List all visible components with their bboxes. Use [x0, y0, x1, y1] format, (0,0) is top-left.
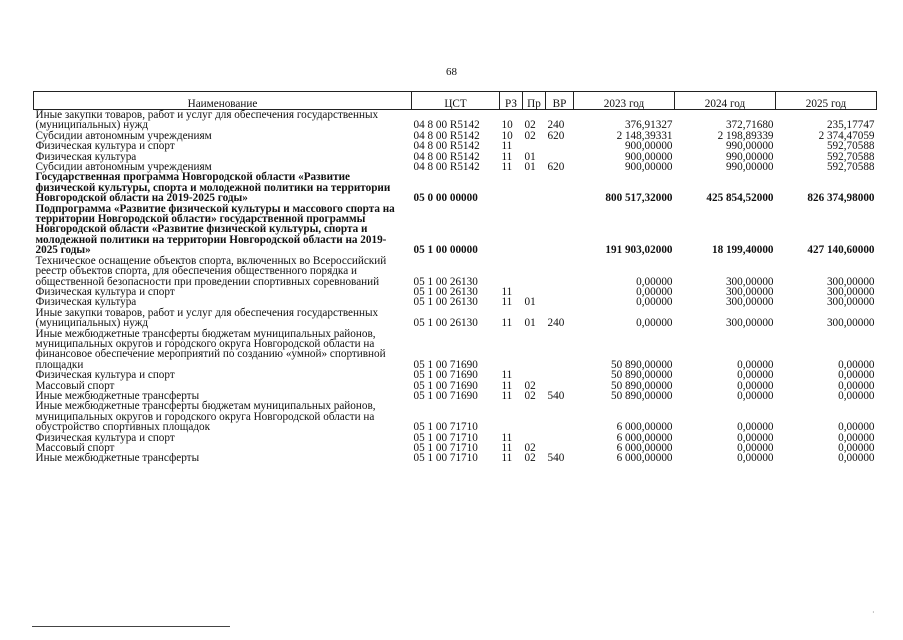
cell-cst: 04 8 00 R5142 — [413, 161, 480, 174]
cell-name: Иные межбюджетные трансферты — [35, 452, 200, 465]
table-row — [34, 172, 877, 203]
header-2023: 2023 год — [574, 92, 675, 110]
cell-rz: 11 — [501, 140, 513, 153]
cell-2025: 0,00000 — [838, 431, 875, 444]
cell-cst: 05 1 00 71690 — [413, 379, 478, 392]
cell-cst: 04 8 00 R5142 — [413, 150, 480, 163]
table-row — [34, 110, 877, 131]
cell-2025: 592,70588 — [826, 140, 875, 153]
cell-pr: 01 — [524, 161, 536, 174]
cell-name: Иные межбюджетные трансферты бюджетам муниципальных районов, муниципальных округов и городского округа Новгородской области на финансовое обеспечение мероприятий по созданию «умной» спортивной площадки — [35, 327, 386, 371]
cell-2023: 0,00000 — [636, 317, 673, 330]
cell-2024: 425 854,52000 — [706, 192, 774, 205]
cell-rz: 11 — [501, 389, 513, 402]
cell-vr — [546, 329, 574, 371]
cell-2025: 300,00000 — [826, 296, 875, 309]
cell-2023: 900,00000 — [624, 150, 673, 163]
cell-2023: 900,00000 — [624, 161, 673, 174]
cell-cst: 04 8 00 R5142 — [413, 129, 480, 142]
cell-pr: 01 — [524, 317, 536, 330]
cell-pr: 02 — [524, 452, 536, 465]
cell-2024: 0,00000 — [737, 442, 774, 454]
cell-name: Физическая культура — [35, 296, 137, 309]
cell-2024: 300,00000 — [725, 317, 774, 330]
cell-name: Физическая культура и спорт — [35, 431, 175, 444]
cell-vr: 620 — [547, 129, 565, 142]
cell-2025: 0,00000 — [838, 442, 875, 454]
table-row — [34, 329, 877, 371]
cell-vr — [546, 172, 574, 203]
cell-2025: 300,00000 — [826, 275, 875, 288]
cell-pr — [523, 204, 546, 256]
cell-2024: 990,00000 — [725, 140, 774, 153]
cell-name: Иные межбюджетные трансферты — [35, 389, 200, 402]
cell-2025: 2 374,47059 — [818, 129, 875, 142]
cell-vr: 620 — [547, 161, 565, 174]
cell-pr: 02 — [524, 442, 536, 454]
cell-cst: 05 1 00 71710 — [413, 452, 478, 465]
cell-rz: 10 — [501, 119, 513, 132]
cell-cst: 05 1 00 71710 — [413, 442, 478, 454]
cell-vr — [546, 433, 574, 443]
header-2024: 2024 год — [675, 92, 776, 110]
table-row — [34, 453, 877, 463]
cell-pr: 02 — [524, 119, 536, 132]
cell-cst: 05 1 00 26130 — [413, 285, 478, 298]
cell-pr: 02 — [524, 379, 536, 392]
cell-vr — [546, 370, 574, 380]
cell-cst: 05 1 00 26130 — [413, 317, 478, 330]
page-number: 68 — [446, 66, 457, 78]
cell-rz: 11 — [501, 285, 513, 298]
table-row — [34, 308, 877, 329]
header-vr: ВР — [546, 92, 574, 110]
table-row — [34, 401, 877, 432]
cell-2023: 376,91327 — [624, 119, 673, 132]
cell-2024: 372,71680 — [725, 119, 774, 132]
cell-name: Физическая культура и спорт — [35, 140, 175, 153]
header-pr: Пр — [523, 92, 546, 110]
cell-cst: 05 1 00 26130 — [413, 296, 478, 309]
cell-2024: 0,00000 — [737, 389, 774, 402]
cell-2024: 300,00000 — [725, 275, 774, 288]
cell-2023: 0,00000 — [636, 275, 673, 288]
cell-name: Физическая культура и спорт — [35, 369, 175, 382]
cell-rz: 11 — [501, 369, 513, 382]
cell-vr — [546, 297, 574, 307]
cell-2025: 300,00000 — [826, 317, 875, 330]
cell-rz: 11 — [501, 296, 513, 309]
cell-2024: 0,00000 — [737, 452, 774, 465]
cell-2023: 6 000,00000 — [616, 452, 673, 465]
table-row — [34, 256, 877, 287]
table-row — [34, 370, 877, 380]
cell-rz — [500, 204, 523, 256]
cell-2023: 50 890,00000 — [610, 379, 673, 392]
cell-pr: 01 — [524, 296, 536, 309]
cell-2025: 0,00000 — [838, 389, 875, 402]
table-row — [34, 204, 877, 256]
cell-name: Иные межбюджетные трансферты бюджетам муниципальных районов, муниципальных округов и городского округа Новгородской области на обустройство спортивных площадок — [35, 400, 376, 434]
cell-vr — [546, 287, 574, 297]
cell-pr — [523, 401, 546, 432]
cell-cst: 05 1 00 71690 — [413, 358, 478, 371]
cell-cst: 05 1 00 00000 — [413, 244, 478, 257]
cell-rz: 11 — [501, 150, 513, 163]
cell-rz: 11 — [501, 431, 513, 444]
cell-rz: 11 — [501, 317, 513, 330]
cell-cst: 05 1 00 26130 — [413, 275, 478, 288]
cell-2023: 50 890,00000 — [610, 389, 673, 402]
cell-cst: 04 8 00 R5142 — [413, 119, 480, 132]
cell-2023: 0,00000 — [636, 285, 673, 298]
table-header-row — [34, 92, 877, 110]
table-body — [34, 110, 877, 464]
header-rz: РЗ — [500, 92, 523, 110]
cell-pr — [523, 329, 546, 371]
cell-2023: 900,00000 — [624, 140, 673, 153]
cell-rz: 11 — [501, 452, 513, 465]
cell-2024: 0,00000 — [737, 369, 774, 382]
cell-2024: 300,00000 — [725, 296, 774, 309]
cell-2025: 0,00000 — [838, 421, 875, 434]
cell-2023: 0,00000 — [636, 296, 673, 309]
cell-name: Субсидии автономным учреждениям — [35, 129, 212, 142]
cell-name: Массовый спорт — [35, 442, 115, 454]
cell-pr: 02 — [524, 129, 536, 142]
header-cst: ЦСТ — [412, 92, 500, 110]
cell-name: Иные закупки товаров, работ и услуг для обеспечения государственных (муниципальных) нужд — [35, 109, 379, 132]
cell-pr — [523, 256, 546, 287]
cell-name: Иные закупки товаров, работ и услуг для обеспечения государственных (муниципальных) нужд — [35, 306, 379, 330]
cell-vr: 540 — [547, 389, 565, 402]
cell-rz: 11 — [501, 442, 513, 454]
cell-name: Физическая культура и спорт — [35, 285, 175, 298]
cell-2025: 0,00000 — [838, 379, 875, 392]
cell-2025: 826 374,98000 — [807, 192, 875, 205]
cell-2024: 0,00000 — [737, 421, 774, 434]
cell-vr — [546, 401, 574, 432]
footnote-divider — [32, 626, 230, 627]
cell-2023: 800 517,32000 — [605, 192, 673, 205]
cell-name: Техническое оснащение объектов спорта, включенных во Всероссийский реестр объектов спорта, для обеспечения общественного порядка и общественной безопасности при проведении спортивных соревнований — [35, 254, 387, 288]
cell-vr — [546, 141, 574, 151]
cell-name: Государственная программа Новгородской области «Развитие физической культуры, спорта и молодежной политики на территории Новгородской области на 2019-2025 годы» — [35, 171, 391, 205]
cell-2025: 300,00000 — [826, 285, 875, 298]
cell-2025: 0,00000 — [838, 369, 875, 382]
cell-2024: 0,00000 — [737, 431, 774, 444]
cell-2023: 6 000,00000 — [616, 421, 673, 434]
corner-mark: · — [872, 608, 875, 617]
cell-rz — [500, 256, 523, 287]
cell-2025: 0,00000 — [838, 358, 875, 371]
cell-rz — [500, 401, 523, 432]
cell-2025: 235,17747 — [826, 119, 875, 132]
cell-pr — [523, 370, 546, 380]
cell-rz: 11 — [501, 161, 513, 174]
cell-2025: 592,70588 — [826, 161, 875, 174]
cell-2024: 0,00000 — [737, 379, 774, 392]
cell-vr — [546, 204, 574, 256]
cell-2025: 0,00000 — [838, 452, 875, 465]
cell-2024: 18 199,40000 — [711, 244, 774, 257]
cell-2024: 990,00000 — [725, 161, 774, 174]
cell-2024: 0,00000 — [737, 358, 774, 371]
cell-vr: 540 — [547, 452, 565, 465]
cell-2023: 50 890,00000 — [610, 358, 673, 371]
cell-pr — [523, 172, 546, 203]
header-2025: 2025 год — [776, 92, 877, 110]
cell-name: Подпрограмма «Развитие физической культуры и массового спорта на территории Новгородской области» государственной программы Новгородской области «Развитие физической культуры, спорта и молодежной политики на территории Новгородской области на 2019-2025 годы» — [35, 202, 395, 257]
cell-cst: 04 8 00 R5142 — [413, 140, 480, 153]
cell-pr: 02 — [524, 389, 536, 402]
cell-2024: 990,00000 — [725, 150, 774, 163]
cell-rz — [500, 329, 523, 371]
cell-name: Физическая культура — [35, 150, 137, 163]
cell-2023: 2 148,39331 — [616, 129, 673, 142]
cell-2024: 300,00000 — [725, 285, 774, 298]
cell-2023: 50 890,00000 — [610, 369, 673, 382]
cell-2023: 191 903,02000 — [605, 244, 673, 257]
budget-table — [33, 91, 877, 464]
cell-cst: 05 1 00 71710 — [413, 421, 478, 434]
cell-name: Субсидии автономным учреждениям — [35, 161, 212, 174]
cell-cst: 05 0 00 00000 — [413, 192, 478, 205]
cell-2024: 2 198,89339 — [717, 129, 774, 142]
cell-rz — [500, 172, 523, 203]
cell-vr — [546, 256, 574, 287]
cell-2025: 592,70588 — [826, 150, 875, 163]
cell-rz: 11 — [501, 379, 513, 392]
cell-2025: 427 140,60000 — [807, 244, 875, 257]
cell-vr: 240 — [547, 119, 565, 132]
cell-2023: 6 000,00000 — [616, 442, 673, 454]
cell-2023: 6 000,00000 — [616, 431, 673, 444]
cell-pr: 01 — [524, 150, 536, 163]
cell-vr: 240 — [547, 317, 565, 330]
cell-cst: 05 1 00 71690 — [413, 369, 478, 382]
header-name: Наименование — [34, 92, 412, 110]
cell-name: Массовый спорт — [35, 379, 115, 392]
cell-rz: 10 — [501, 129, 513, 142]
cell-cst: 05 1 00 71690 — [413, 389, 478, 402]
cell-cst: 05 1 00 71710 — [413, 431, 478, 444]
